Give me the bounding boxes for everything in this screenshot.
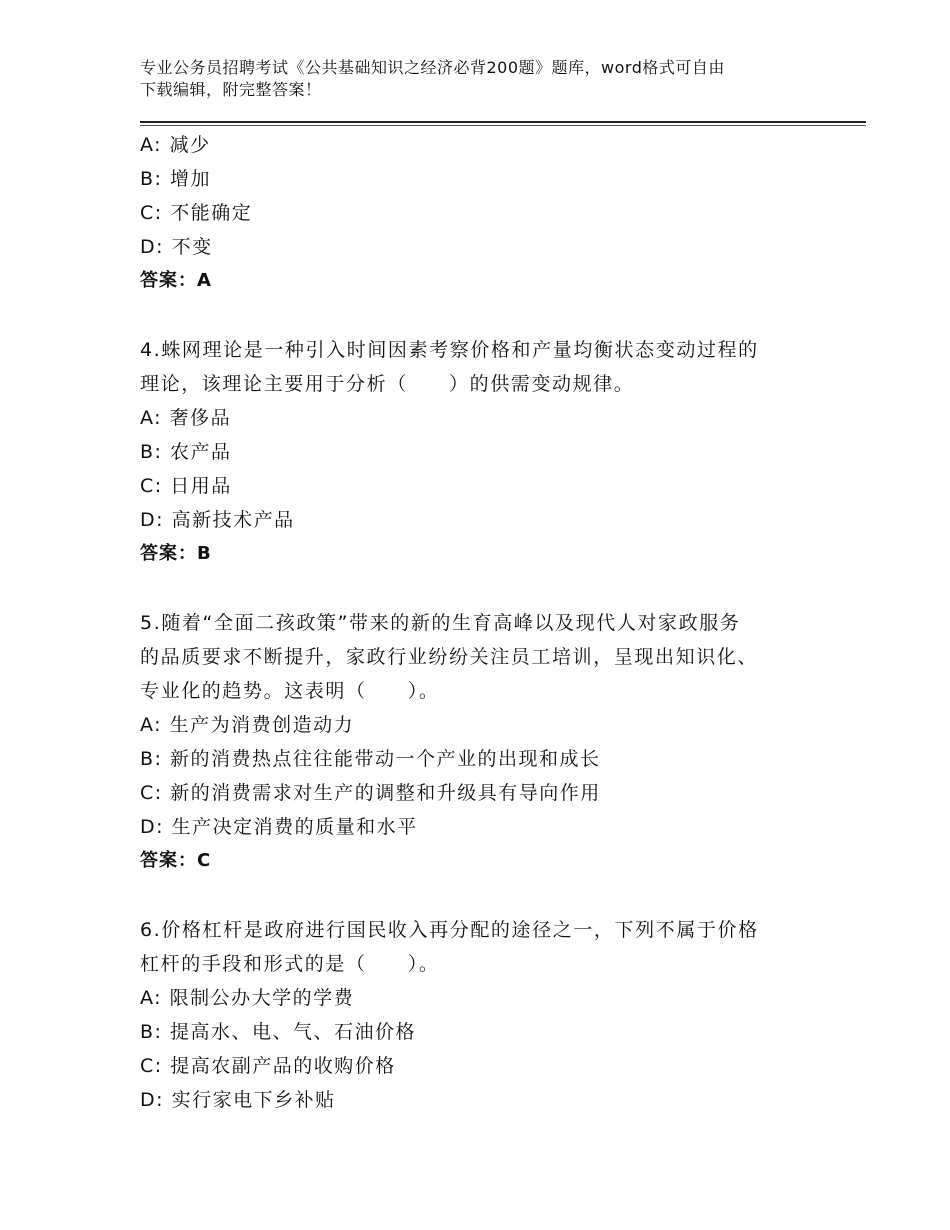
question-stem-line: 6.价格杠杆是政府进行国民收入再分配的途径之一，下列不属于价格 bbox=[140, 919, 759, 941]
option-c: C: 日用品 bbox=[140, 475, 232, 497]
question-3 bbox=[140, 128, 840, 298]
question-stem-line: 理论，该理论主要用于分析（ ）的供需变动规律。 bbox=[140, 373, 635, 395]
option-a: A: 生产为消费创造动力 bbox=[140, 714, 355, 736]
question-4 bbox=[140, 333, 840, 571]
option-c: C: 新的消费需求对生产的调整和升级具有导向作用 bbox=[140, 782, 601, 804]
option-c: C: 提高农副产品的收购价格 bbox=[140, 1055, 396, 1077]
option-a: A: 减少 bbox=[140, 134, 211, 156]
option-b: B: 提高水、电、气、石油价格 bbox=[140, 1021, 416, 1043]
question-content bbox=[140, 128, 840, 1117]
answer-label: 答案：A bbox=[140, 270, 212, 291]
header-line-2: 下载编辑，附完整答案！ bbox=[140, 80, 322, 99]
question-stem-line: 的品质要求不断提升，家政行业纷纷关注员工培训，呈现出知识化、 bbox=[140, 646, 759, 668]
question-5 bbox=[140, 606, 840, 878]
option-b: B: 新的消费热点往往能带动一个产业的出现和成长 bbox=[140, 748, 601, 770]
option-b: B: 农产品 bbox=[140, 441, 232, 463]
option-d: D: 实行家电下乡补贴 bbox=[140, 1089, 336, 1111]
question-stem-line: 杠杆的手段和形式的是（ ）。 bbox=[140, 953, 440, 975]
option-a: A: 限制公办大学的学费 bbox=[140, 987, 355, 1009]
option-d: D: 生产决定消费的质量和水平 bbox=[140, 816, 418, 838]
header-divider-thick bbox=[140, 121, 866, 123]
question-stem-line: 专业化的趋势。这表明（ ）。 bbox=[140, 680, 440, 702]
answer-label: 答案：C bbox=[140, 850, 212, 871]
option-d: D: 不变 bbox=[140, 236, 213, 258]
question-stem-line: 4.蛛网理论是一种引入时间因素考察价格和产量均衡状态变动过程的 bbox=[140, 339, 759, 361]
option-c: C: 不能确定 bbox=[140, 202, 253, 224]
option-b: B: 增加 bbox=[140, 168, 211, 190]
option-d: D: 高新技术产品 bbox=[140, 509, 295, 531]
question-6 bbox=[140, 913, 840, 1117]
question-stem-line: 5.随着“全面二孩政策”带来的新的生育高峰以及现代人对家政服务 bbox=[140, 612, 741, 634]
header-divider-thin bbox=[140, 125, 866, 126]
answer-label: 答案：B bbox=[140, 543, 212, 564]
document-header bbox=[140, 57, 830, 101]
header-line-1: 专业公务员招聘考试《公共基础知识之经济必背200题》题库，word格式可自由 bbox=[140, 58, 725, 77]
option-a: A: 奢侈品 bbox=[140, 407, 232, 429]
